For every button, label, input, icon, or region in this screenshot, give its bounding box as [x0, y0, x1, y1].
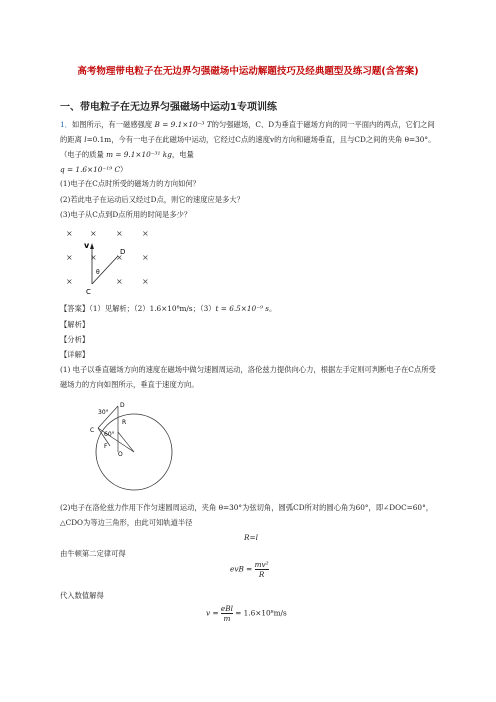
label-c: C: [86, 288, 91, 296]
eq2-fraction: [255, 560, 269, 579]
tag-jiexi: 【解析】: [60, 320, 90, 329]
question-number: 1．: [60, 120, 72, 129]
label-c2: C: [90, 427, 95, 434]
question-text-e: ）: [120, 165, 128, 174]
cross-marks: [66, 229, 149, 286]
label-60deg: 60°: [104, 431, 115, 438]
label-d: D: [120, 248, 126, 256]
answer-label: 【答案】: [60, 304, 90, 313]
tag-xiangjie: 【详解】: [60, 350, 90, 359]
eq3-lhs: v =: [206, 608, 219, 618]
question-text-c: =0.1m，今有一电子在此磁场中运动，它经过C点的速度v的方向和磁场垂直，且与CD之间的夹角 θ=30°。（电子的质量: [60, 135, 436, 159]
radius-line: [118, 432, 134, 452]
tag-fenxi: 【分析】: [60, 335, 90, 344]
explanation-2: (2)电子在洛伦兹力作用下作匀速圆周运动，夹角 θ=30°为弦切角，圆弧CD所对的圆心角为60°，即∠DOC=60°，△CDO为等边三角形，由此可知轨道半径: [60, 503, 434, 527]
label-o: O: [118, 451, 123, 458]
cross-mark: ×: [142, 277, 149, 286]
label-theta: θ: [96, 269, 100, 276]
answer-line: [60, 303, 276, 315]
label-f: F: [104, 443, 108, 450]
eq3-fraction: [221, 604, 233, 623]
answer-part2: ；（3）: [192, 304, 216, 313]
equation-r-equals-l: [244, 533, 258, 542]
cross-mark: ×: [116, 277, 123, 286]
explanation-1: (1) 电子以垂直磁场方向的速度在磁场中做匀速圆周运动，洛伦兹力提供向心力，根据左手定则可判断电子在C点所受磁场力的方向如图所示，垂直于速度方向。: [60, 365, 436, 389]
question-text-a: 如图所示，有一磁感强度: [71, 120, 153, 129]
arrow-head-icon: [90, 243, 94, 249]
cross-mark: ×: [116, 253, 123, 262]
question-text: [60, 117, 440, 177]
answer-end: 。: [269, 304, 277, 313]
label-r: R: [122, 419, 127, 426]
question-text-d: ，电量: [171, 150, 194, 159]
cross-mark: ×: [66, 277, 73, 286]
eq2-denominator: R: [258, 570, 265, 579]
cross-mark: ×: [142, 229, 149, 238]
eq-r-text: R=l: [244, 533, 258, 542]
eq3-denominator: m: [223, 614, 231, 623]
l-expression: l: [84, 135, 87, 144]
cross-mark: ×: [66, 229, 73, 238]
eq3-rhs: = 1.6×10⁸m/s: [235, 608, 287, 618]
cross-mark: ×: [66, 253, 73, 262]
answer-velocity: 1.6×10⁸m/s: [149, 304, 193, 313]
label-30deg: 30°: [98, 409, 109, 416]
substitution-text: 代入数值解得: [60, 591, 104, 600]
q-expression: q = 1.6×10⁻¹⁹ C: [60, 165, 121, 174]
equation-velocity: [206, 604, 287, 623]
eq2-numerator: mv²: [254, 560, 269, 569]
eq2-lhs: evB =: [230, 564, 253, 574]
section-heading: 一、带电粒子在无边界匀强磁场中运动1专项训练: [60, 102, 277, 113]
label-d2: D: [120, 402, 125, 409]
newton-law-text: 由牛顿第二定律可得: [60, 549, 126, 558]
figure-magnetic-field: [60, 224, 160, 296]
sub-question-1: (1)电子在C点时所受的磁场力的方向如何？: [60, 179, 200, 188]
document-title: 高考物理带电粒子在无边界匀强磁场中运动解题技巧及经典题型及练习题(含答案): [77, 66, 419, 77]
answer-part1: （1）见解析；（2）: [89, 304, 150, 313]
m-expression: m = 9.1×10⁻³¹ kg: [106, 150, 172, 159]
b-expression: B = 9.1×10⁻³ T: [154, 120, 212, 129]
equation-force: [230, 560, 269, 579]
cross-mark: ×: [90, 229, 97, 238]
question-text-b: 的匀强磁场，C、D为垂直于磁场方向的同一平面内的两点，它们之间的距离: [60, 120, 435, 144]
label-v: v: [84, 241, 90, 250]
cross-mark: ×: [116, 229, 123, 238]
sub-question-3: (3)电子从C点到D点所用的时间是多少？: [60, 210, 192, 219]
figure-circle-orbit: [84, 398, 194, 496]
answer-time: t = 6.5×10⁻⁹ s: [215, 304, 270, 313]
cross-mark: ×: [142, 253, 149, 262]
cross-mark: ×: [90, 253, 97, 262]
sub-question-2: (2)若此电子在运动后又经过D点，则它的速度应是多大？: [60, 195, 245, 204]
eq3-numerator: eBl: [220, 604, 233, 613]
